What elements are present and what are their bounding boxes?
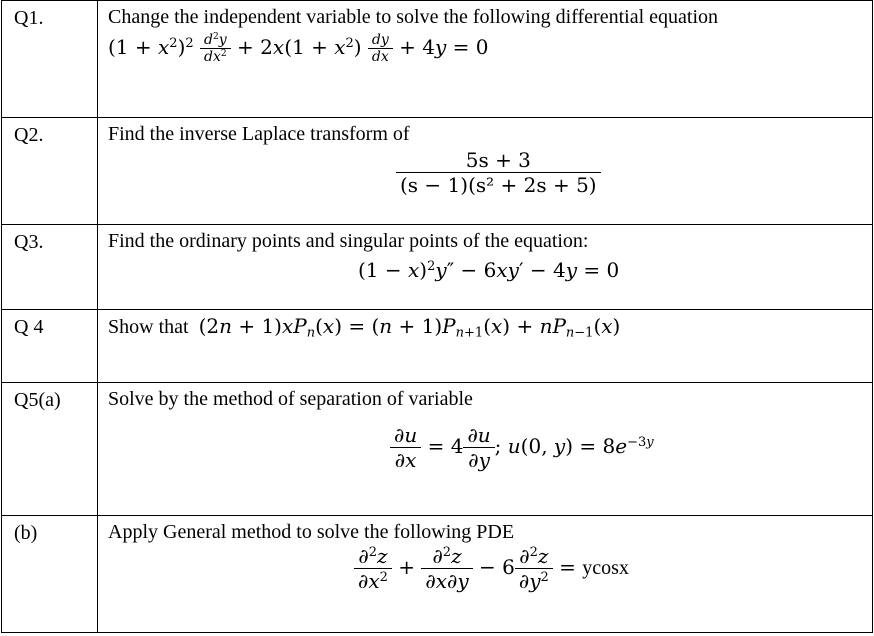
question-row-q1 bbox=[2, 1, 873, 118]
question-prompt-line bbox=[108, 314, 872, 341]
question-row-q4 bbox=[2, 310, 873, 383]
question-body bbox=[98, 118, 873, 225]
equation-rhs: ycosx bbox=[582, 557, 629, 579]
question-body bbox=[98, 310, 873, 383]
fraction-denominator: (s − 1)(s² + 2s + 5) bbox=[396, 172, 601, 197]
question-body bbox=[98, 1, 873, 118]
question-prompt: Find the ordinary points and singular points of the equation: bbox=[108, 230, 589, 252]
question-prompt: Change the independent variable to solve the following differential equation bbox=[108, 6, 718, 28]
question-number: Q 4 bbox=[2, 310, 98, 383]
questions-table bbox=[1, 0, 873, 633]
question-prompt: Solve by the method of separation of variable bbox=[108, 388, 473, 410]
question-prompt: Show that bbox=[108, 316, 189, 338]
equation-q3: $(1 - x)^2y'' - 6xy' - 4y = 0$ bbox=[358, 258, 620, 282]
question-number: Q1. bbox=[2, 1, 98, 118]
question-prompt: Apply General method to solve the following PDE bbox=[108, 521, 515, 543]
equation-q4: $(2n + 1)xP_n(x) = (n + 1)P_{n+1}(x) + nP_{n-1}(x)$ bbox=[198, 314, 621, 341]
question-row-q3 bbox=[2, 225, 873, 310]
question-row-q2 bbox=[2, 118, 873, 225]
question-row-q5a bbox=[2, 383, 873, 516]
question-body bbox=[98, 383, 873, 516]
question-number: Q2. bbox=[2, 118, 98, 225]
question-number: Q5(a) bbox=[2, 383, 98, 516]
equation-q2 bbox=[396, 148, 601, 197]
fraction-numerator: 5s + 3 bbox=[465, 148, 531, 172]
equation-q5b: $\frac{\partial^2z}{\partial x^2}$ + $\frac{\partial^2z}{\partial x\partial y}$ − 6 $\frac{\partial^2z}{\partial y^2}$ = ycosx bbox=[354, 544, 629, 593]
question-number: (b) bbox=[2, 516, 98, 633]
question-row-q5b bbox=[2, 516, 873, 633]
equation-q5a: $\frac{\partial u}{\partial x}$ = 4 $\frac{\partial u}{\partial y}$ ; u(0, $y) = 8e^{-3y}$ bbox=[390, 423, 654, 472]
question-body bbox=[98, 516, 873, 633]
equation-q1: $(1 + x^2)^2$ $\frac{d^2y}{dx^2}$ + $2x(1 + x^2)$ $\frac{dy}{dx}$ + 4y = 0 bbox=[108, 32, 489, 65]
question-prompt: Find the inverse Laplace transform of bbox=[108, 123, 410, 145]
question-number: Q3. bbox=[2, 225, 98, 310]
question-body bbox=[98, 225, 873, 310]
